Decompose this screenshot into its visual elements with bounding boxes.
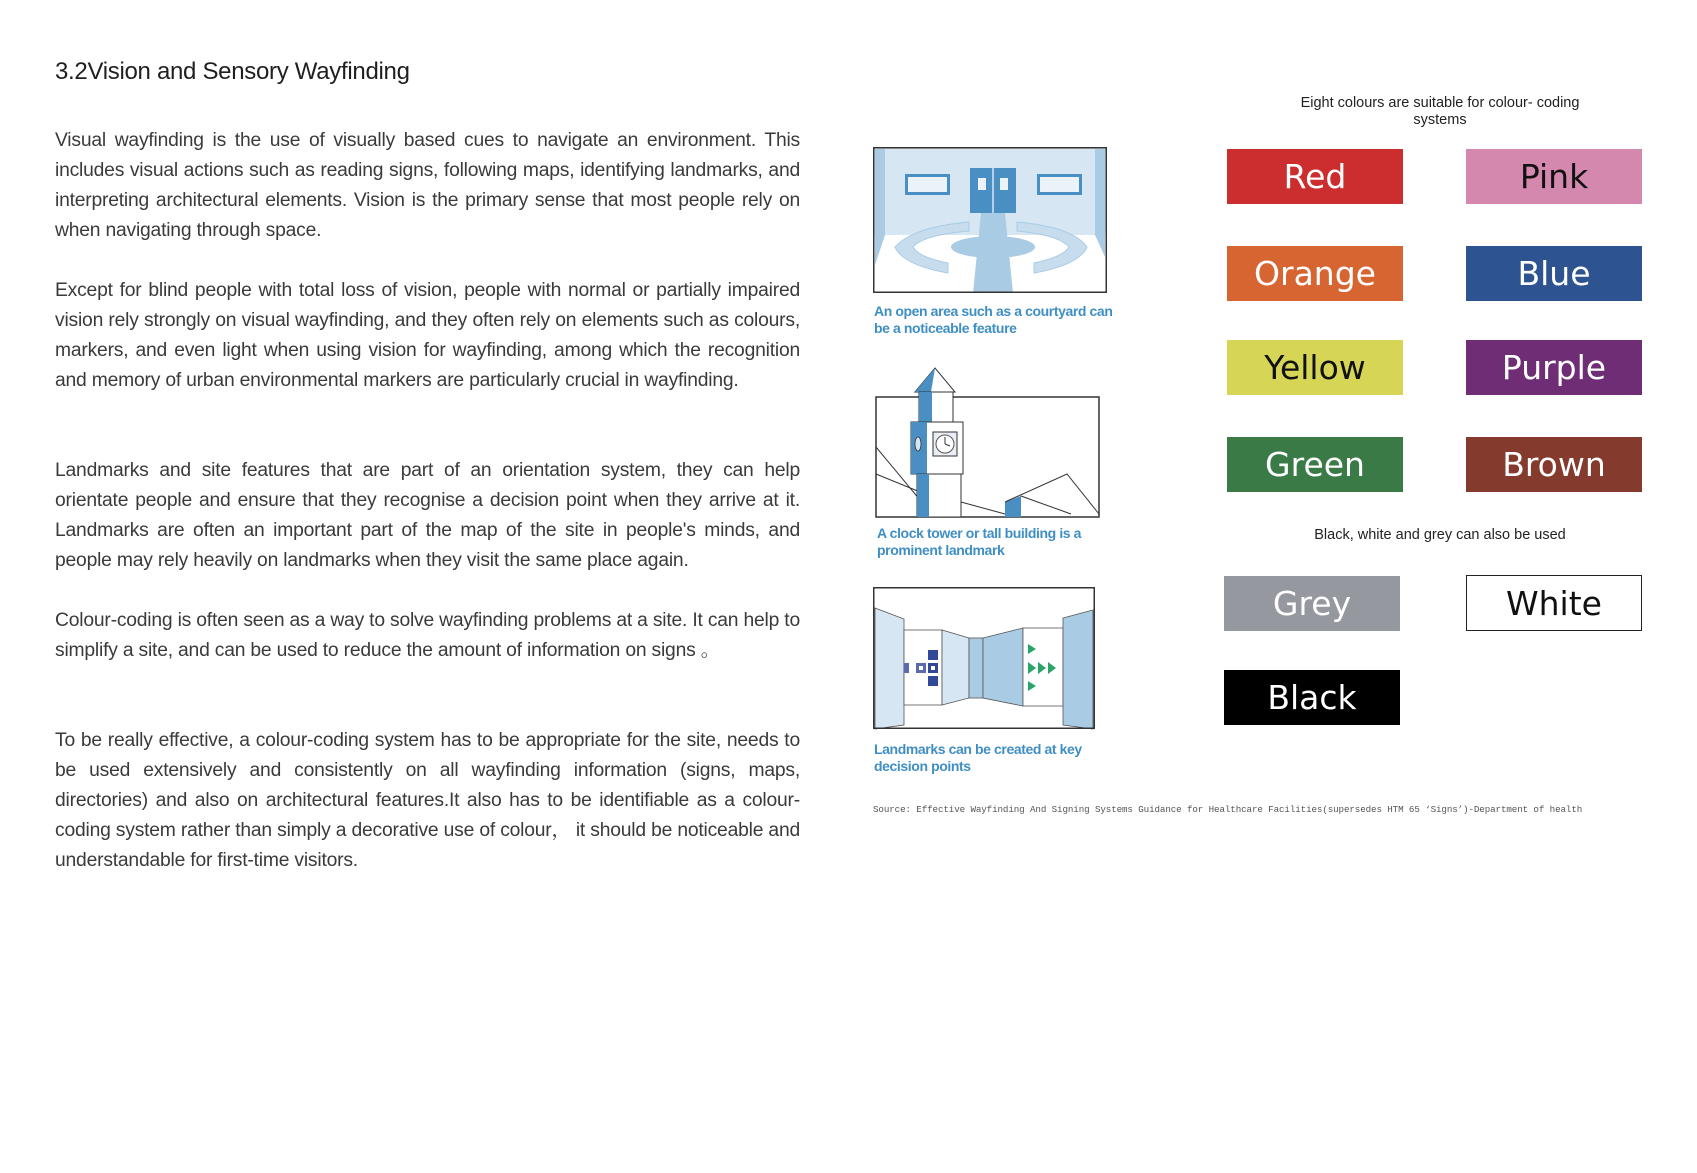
swatch-label: Green: [1265, 445, 1365, 484]
clock-tower-illustration: [875, 366, 1101, 518]
caption-courtyard: An open area such as a courtyard can be a noticeable feature: [874, 303, 1113, 336]
swatch-pink: [1466, 149, 1642, 204]
paragraph-landmarks: Landmarks and site features that are part of an orientation system, they can help orientate people and ensure that they recognise a decision point when they arrive at it. Landmarks are often an important part of the map of the site in people's minds, and people may rely heavily on landmarks when they visit the same place again.: [55, 460, 800, 571]
colour-intro-note: Eight colours are suitable for colour- coding systems: [1300, 95, 1580, 128]
page-title: 3.2Vision and Sensory Wayfinding: [55, 58, 410, 85]
paragraph-visual-wayfinding: Visual wayfinding is the use of visually based cues to navigate an environment. This includes visual actions such as reading signs, following maps, identifying landmarks, and interpreting architectural elements. Vision is the primary sense that most people rely on when navigating through space.: [55, 130, 800, 241]
corridor-illustration: [873, 587, 1096, 730]
caption-clock-tower: A clock tower or tall building is a prominent landmark: [877, 525, 1082, 558]
courtyard-illustration: [873, 147, 1108, 294]
swatch-blue: [1466, 246, 1642, 301]
swatch-brown: [1466, 437, 1642, 492]
swatch-label: Orange: [1254, 254, 1376, 293]
paragraph-effective-colour-coding: To be really effective, a colour-coding system has to be appropriate for the site, needs to be used extensively and consistently on all wayfinding information (signs, maps, directories) and also on architectural features.It also has to be identifiable as a colour-coding system rather than simply a decorative use of colour， it should be noticeable and understandable for first-time visitors.: [55, 730, 800, 871]
swatch-label: Yellow: [1264, 348, 1366, 387]
swatch-label: White: [1506, 583, 1602, 623]
neutral-colours-note: Black, white and grey can also be used: [1314, 527, 1566, 543]
swatch-label: Black: [1267, 678, 1357, 717]
swatch-label: Pink: [1519, 157, 1589, 196]
swatch-green: [1227, 437, 1403, 492]
paragraph-colour-coding: Colour-coding is often seen as a way to solve wayfinding problems at a site. It can help to simplify a site, and can be used to reduce the amount of information on signs 。: [55, 610, 800, 661]
swatch-orange: [1227, 246, 1403, 301]
swatch-red: [1227, 149, 1403, 204]
swatch-label: Red: [1283, 157, 1347, 196]
source-citation: Source: Effective Wayfinding And Signing Systems Guidance for Healthcare Facilities(supersedes HTM 65 ‘Signs’)-Department of health: [873, 804, 1583, 815]
swatch-label: Grey: [1272, 584, 1352, 623]
swatch-yellow: [1227, 340, 1403, 395]
swatch-label: Brown: [1502, 445, 1606, 484]
swatch-label: Blue: [1517, 254, 1591, 293]
swatch-white: [1466, 575, 1642, 631]
caption-decision-points: Landmarks can be created at key decision points: [874, 741, 1082, 774]
swatch-grey: [1224, 576, 1400, 631]
swatch-black: [1224, 670, 1400, 725]
paragraph-impaired-vision: Except for blind people with total loss of vision, people with normal or partially impaired vision rely strongly on visual wayfinding, and they often rely on elements such as colours, markers, and even light when using vision for wayfinding, among which the recognition and memory of urban environmental markers are particularly crucial in wayfinding.: [55, 280, 800, 391]
swatch-label: Purple: [1501, 348, 1607, 387]
swatch-purple: [1466, 340, 1642, 395]
